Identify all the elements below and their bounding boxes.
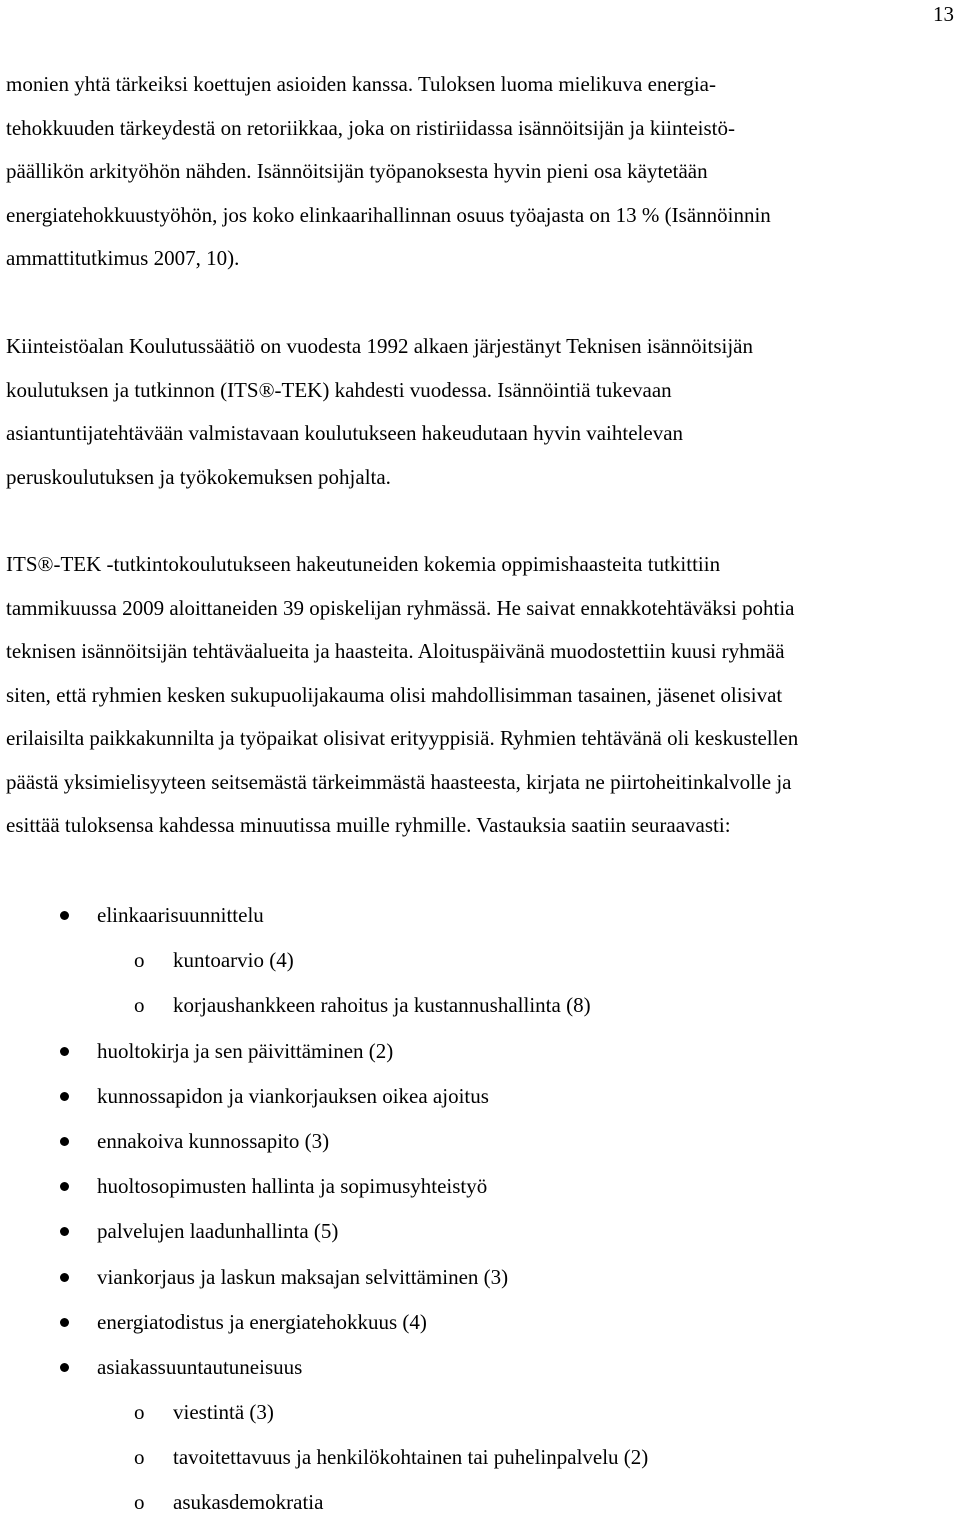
text-line: ITS®-TEK -tutkintokoulutukseen hakeutuneiden kokemia oppimishaasteita tutkittiin [6, 552, 721, 576]
list-item [0, 1345, 960, 1390]
list-item-text: energiatodistus ja energiatehokkuus (4) [97, 1309, 427, 1334]
sub-bullet-marker: o [134, 1400, 145, 1425]
list-item [0, 1074, 960, 1119]
bullet-icon [60, 1047, 69, 1056]
list-item-text: viankorjaus ja laskun maksajan selvittäminen (3) [97, 1264, 509, 1289]
list-item-text: ennakoiva kunnossapito (3) [97, 1128, 330, 1153]
bullet-icon [60, 1363, 69, 1372]
challenges-list [0, 893, 960, 1526]
bullet-icon [60, 1137, 69, 1146]
list-item-text: tavoitettavuus ja henkilökohtainen tai puhelinpalvelu (2) [173, 1445, 649, 1470]
paragraph-training-foundation [6, 325, 956, 499]
sub-list-item [0, 938, 960, 983]
list-item [0, 893, 960, 938]
bullet-icon [60, 911, 69, 920]
text-line: siten, että ryhmien kesken sukupuolijakauma olisi mahdollisimman tasainen, jäsenet olisivat [6, 682, 783, 707]
sub-list-item [0, 1480, 960, 1525]
list-item-text: korjaushankkeen rahoitus ja kustannushallinta (8) [173, 993, 591, 1018]
sub-list-item [0, 983, 960, 1028]
sub-list-item [0, 1435, 960, 1480]
text-line: tammikuussa 2009 aloittaneiden 39 opiskelijan ryhmässä. He saivat ennakkotehtäväksi pohtia [6, 595, 795, 620]
list-item-text: kunnossapidon ja viankorjauksen oikea ajoitus [97, 1083, 489, 1108]
list-item-text: asukasdemokratia [173, 1490, 324, 1515]
paragraph-energy-efficiency [6, 63, 956, 281]
list-item-text: huoltosopimusten hallinta ja sopimusyhteistyö [97, 1174, 488, 1199]
text-line: erilaisilta paikkakunnilta ja työpaikat olisivat erityyppisiä. Ryhmien tehtävänä oli keskustellen [6, 726, 799, 750]
bullet-icon [60, 1092, 69, 1101]
sub-bullet-marker: o [134, 1490, 145, 1515]
bullet-icon [60, 1182, 69, 1191]
page-number: 13 [933, 2, 954, 26]
sub-list-item [0, 1390, 960, 1435]
list-item-text: viestintä (3) [173, 1400, 274, 1425]
list-item-text: asiakassuuntautuneisuus [97, 1354, 303, 1379]
sub-bullet-marker: o [134, 993, 145, 1018]
bullet-icon [60, 1318, 69, 1327]
list-item-text: elinkaarisuunnittelu [97, 903, 264, 927]
list-item [0, 1300, 960, 1345]
bullet-icon [60, 1227, 69, 1236]
text-line: Kiinteistöalan Koulutussäätiö on vuodesta 1992 alkaen järjestänyt Teknisen isännöitsijän [6, 334, 753, 358]
list-item-text: huoltokirja ja sen päivittäminen (2) [97, 1038, 394, 1063]
text-line: monien yhtä tärkeiksi koettujen asioiden kanssa. Tuloksen luoma mielikuva energia- [6, 72, 716, 96]
sub-bullet-marker: o [134, 948, 145, 973]
text-line: peruskoulutuksen ja työkokemuksen pohjalta. [6, 464, 391, 489]
list-item [0, 1255, 960, 1300]
list-item [0, 1209, 960, 1254]
list-item-text: palvelujen laadunhallinta (5) [97, 1219, 339, 1244]
text-line: teknisen isännöitsijän tehtäväalueita ja haasteita. Aloituspäivänä muodostettiin kuusi ryhmää [6, 639, 785, 663]
list-item [0, 1164, 960, 1209]
list-item [0, 1029, 960, 1074]
text-line: tehokkuuden tärkeydestä on retoriikkaa, joka on ristiriidassa isännöitsijän ja kiinteistö- [6, 115, 735, 140]
text-line: päällikön arkityöhön nähden. Isännöitsijän työpanoksesta hyvin pieni osa käytetään [6, 159, 708, 183]
text-line: koulutuksen ja tutkinnon (ITS®-TEK) kahdesti vuodessa. Isännöintiä tukevaan [6, 377, 672, 402]
list-item-text: kuntoarvio (4) [173, 948, 294, 973]
text-line: ammattitutkimus 2007, 10). [6, 246, 240, 270]
sub-bullet-marker: o [134, 1445, 145, 1470]
text-line: päästä yksimielisyyteen seitsemästä tärkeimmästä haasteesta, kirjata ne piirtoheitinkalvolle ja [6, 769, 792, 794]
list-item [0, 1119, 960, 1164]
text-line: asiantuntijatehtävään valmistavaan koulutukseen hakeudutaan hyvin vaihtelevan [6, 421, 684, 445]
paragraph-learning-challenges [6, 543, 956, 848]
text-line: esittää tuloksensa kahdessa minuutissa muille ryhmille. Vastauksia saatiin seuraavasti: [6, 813, 731, 837]
text-line: energiatehokkuustyöhön, jos koko elinkaarihallinnan osuus työajasta on 13 % (Isännöinnin [6, 202, 771, 227]
bullet-icon [60, 1273, 69, 1282]
